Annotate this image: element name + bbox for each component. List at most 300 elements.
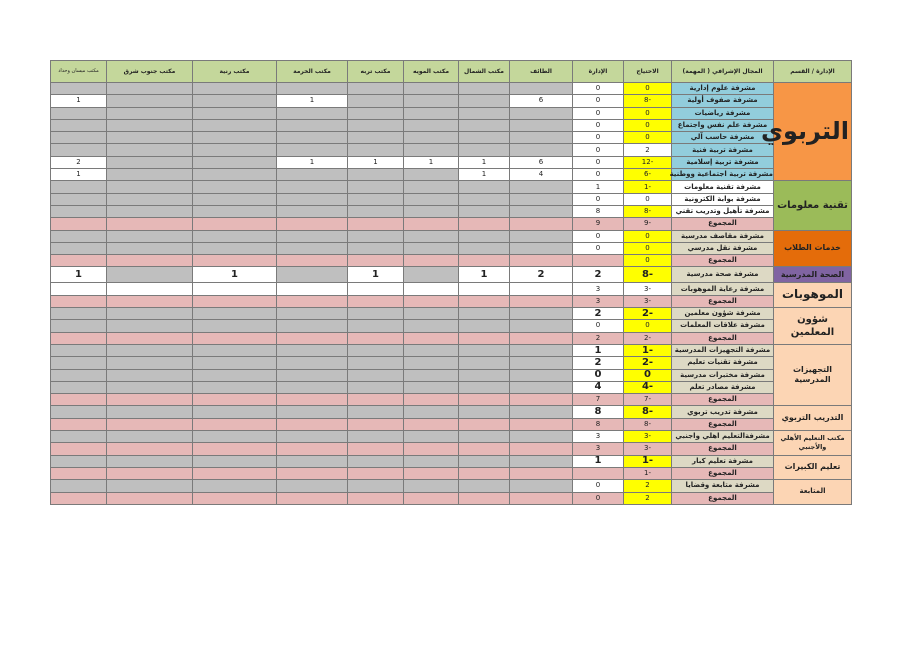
office-cell [107,492,193,504]
office-cell [107,83,193,95]
need-cell: -1 [624,467,672,479]
office-cell [107,156,193,168]
office-cell [277,320,348,332]
table-row [51,480,852,492]
office-cell: 4 [510,169,573,181]
office-cell [404,455,459,467]
office-cell [107,431,193,443]
management-cell: 0 [573,242,624,254]
task-cell: مشرفة تربية فنية [672,144,774,156]
management-cell: 8 [573,406,624,418]
office-cell [51,83,107,95]
office-cell [348,205,404,217]
office-cell [51,119,107,131]
office-cell [107,218,193,230]
office-cell [459,357,510,369]
office-cell [51,205,107,217]
office-cell [459,119,510,131]
office-cell [277,431,348,443]
office-cell [459,218,510,230]
table-row [51,83,852,95]
office-cell [193,406,277,418]
office-cell [277,230,348,242]
office-cell [277,169,348,181]
table-row [51,119,852,131]
table-row [51,443,852,455]
office-cell [459,455,510,467]
office-cell [51,218,107,230]
office-cell [404,181,459,193]
header-dept: الإدارة / القسم [774,61,852,83]
office-cell [107,95,193,107]
office-cell [459,332,510,344]
office-cell [107,406,193,418]
office-cell [510,193,573,205]
office-cell [348,283,404,295]
total-label: المجموع [672,467,774,479]
office-cell [51,283,107,295]
office-cell [510,332,573,344]
office-cell [193,308,277,320]
office-cell [459,492,510,504]
office-cell [459,467,510,479]
office-cell [404,193,459,205]
task-cell: مشرفة بوابة الكترونية [672,193,774,205]
office-cell [107,283,193,295]
management-cell: 9 [573,218,624,230]
management-cell: 4 [573,381,624,393]
office-cell [459,255,510,267]
office-cell [277,467,348,479]
office-cell [404,492,459,504]
office-cell [348,132,404,144]
task-cell: مشرفة رعاية الموهوبات [672,283,774,295]
office-cell [277,193,348,205]
office-cell: 1 [459,169,510,181]
need-cell: -3 [624,283,672,295]
office-cell [107,455,193,467]
management-cell: 8 [573,418,624,430]
office-cell [459,95,510,107]
office-cell [193,431,277,443]
office-cell [193,455,277,467]
office-cell [51,455,107,467]
office-cell [404,480,459,492]
table-row [51,344,852,356]
office-cell [51,144,107,156]
office-cell [404,467,459,479]
office-cell [348,193,404,205]
task-cell: مشرفة نقل مدرسي [672,242,774,254]
office-cell [459,320,510,332]
department-cell: المتابعة [774,480,852,505]
management-cell: 0 [573,119,624,131]
office-cell: 1 [348,156,404,168]
office-cell [404,132,459,144]
office-cell [193,107,277,119]
table-row [51,320,852,332]
office-cell [193,218,277,230]
total-label: المجموع [672,255,774,267]
office-cell: 2 [51,156,107,168]
office-cell [404,242,459,254]
management-cell: 0 [573,156,624,168]
office-cell [348,332,404,344]
office-cell [404,218,459,230]
office-cell [510,218,573,230]
office-cell [51,467,107,479]
office-cell [404,144,459,156]
office-cell [193,344,277,356]
need-cell: -6 [624,169,672,181]
header-management: الإدارة [573,61,624,83]
header-office: مكتب الشمال [459,61,510,83]
office-cell [51,418,107,430]
table-row [51,418,852,430]
office-cell [51,132,107,144]
office-cell: 1 [348,267,404,283]
need-cell: 0 [624,107,672,119]
office-cell [277,332,348,344]
office-cell [459,308,510,320]
office-cell [348,467,404,479]
office-cell [510,181,573,193]
office-cell [348,492,404,504]
office-cell [107,443,193,455]
office-cell [459,431,510,443]
office-cell [277,205,348,217]
office-cell [510,320,573,332]
office-cell [404,443,459,455]
management-cell: 2 [573,308,624,320]
office-cell [277,381,348,393]
management-cell: 0 [573,144,624,156]
office-cell [404,255,459,267]
header-task: المجال الإشرافي ( المهمة) [672,61,774,83]
office-cell [193,193,277,205]
office-cell [51,255,107,267]
total-label: المجموع [672,332,774,344]
task-cell: مشرفة مختبرات مدرسية [672,369,774,381]
office-cell [107,107,193,119]
office-cell [348,230,404,242]
office-cell [459,480,510,492]
office-cell [193,83,277,95]
office-cell [404,344,459,356]
office-cell [348,381,404,393]
office-cell [404,406,459,418]
office-cell [404,205,459,217]
office-cell [107,267,193,283]
office-cell [510,492,573,504]
office-cell [107,344,193,356]
department-cell: شؤون المعلمين [774,308,852,345]
office-cell [510,83,573,95]
need-cell: 2 [624,144,672,156]
office-cell [51,344,107,356]
office-cell [348,369,404,381]
office-cell [277,119,348,131]
header-office: مكتب جنوب شرق [107,61,193,83]
office-cell [459,144,510,156]
office-cell [277,295,348,307]
management-cell: 3 [573,295,624,307]
office-cell [51,369,107,381]
need-cell: -12 [624,156,672,168]
task-cell: مشرفة رياضيات [672,107,774,119]
management-cell: 0 [573,230,624,242]
office-cell [107,369,193,381]
office-cell [348,83,404,95]
office-cell [277,418,348,430]
need-cell: -1 [624,455,672,467]
need-cell: -7 [624,394,672,406]
table-row [51,95,852,107]
office-cell [459,193,510,205]
office-cell [193,181,277,193]
office-cell [277,394,348,406]
office-cell [193,394,277,406]
task-cell: مشرفة علم نفس واجتماع [672,119,774,131]
need-cell: 0 [624,83,672,95]
management-cell: 3 [573,283,624,295]
office-cell [348,181,404,193]
task-cell: مشرفة صفوف أولية [672,95,774,107]
office-cell [510,455,573,467]
total-label: المجموع [672,492,774,504]
office-cell [510,107,573,119]
office-cell [277,406,348,418]
office-cell [404,230,459,242]
office-cell [404,107,459,119]
task-cell: مشرفة صحة مدرسية [672,267,774,283]
table-row [51,431,852,443]
office-cell [459,242,510,254]
office-cell [277,443,348,455]
table-body [51,83,852,505]
office-cell [404,267,459,283]
office-cell [459,107,510,119]
office-cell [193,295,277,307]
task-cell: مشرفة تأهيل وتدريب تقني [672,205,774,217]
office-cell: 1 [277,95,348,107]
office-cell: 6 [510,156,573,168]
office-cell [193,381,277,393]
office-cell [193,418,277,430]
office-cell [51,107,107,119]
office-cell [51,230,107,242]
office-cell [193,480,277,492]
need-cell: -8 [624,418,672,430]
header-office: مكتب الخرمة [277,61,348,83]
office-cell [510,255,573,267]
office-cell [51,242,107,254]
office-cell [193,95,277,107]
department-cell: الموهوبات [774,283,852,308]
office-cell [277,107,348,119]
office-cell [107,230,193,242]
table-row [51,394,852,406]
table-row [51,406,852,418]
task-cell: مشرفة مقاصف مدرسية [672,230,774,242]
office-cell [404,332,459,344]
office-cell [348,431,404,443]
table-row [51,369,852,381]
task-cell: مشرفة تقنية معلومات [672,181,774,193]
office-cell [348,242,404,254]
office-cell [459,283,510,295]
office-cell [277,344,348,356]
table-row [51,357,852,369]
management-cell: 0 [573,320,624,332]
office-cell [404,295,459,307]
office-cell [51,308,107,320]
department-cell: مكتب التعليم الأهلي والأجنبي [774,431,852,456]
need-cell: -9 [624,218,672,230]
office-cell [348,95,404,107]
office-cell [51,480,107,492]
task-cell: مشرفة تقنيات تعليم [672,357,774,369]
office-cell [404,169,459,181]
office-cell [107,320,193,332]
department-cell: التربوي [774,83,852,181]
task-cell: مشرفة متابعة وقضايا [672,480,774,492]
office-cell [277,480,348,492]
office-cell [404,283,459,295]
office-cell [459,230,510,242]
office-cell [193,357,277,369]
task-cell: مشرفة علوم إدارية [672,83,774,95]
total-label: المجموع [672,418,774,430]
office-cell [404,418,459,430]
management-cell: 0 [573,107,624,119]
office-cell [51,394,107,406]
table-row [51,169,852,181]
header-office: مكتب ميسان وحداد [51,61,107,83]
office-cell [277,369,348,381]
office-cell [348,255,404,267]
office-cell [107,242,193,254]
need-cell: -8 [624,406,672,418]
header-office: مكتب تربه [348,61,404,83]
office-cell [459,295,510,307]
table-row [51,205,852,217]
need-cell: -8 [624,205,672,217]
office-cell [404,95,459,107]
office-cell [459,418,510,430]
office-cell [348,169,404,181]
office-cell [459,394,510,406]
header-need: الاحتياج [624,61,672,83]
table-row [51,107,852,119]
office-cell [348,320,404,332]
office-cell [277,283,348,295]
office-cell [510,357,573,369]
table-row [51,267,852,283]
office-cell [404,381,459,393]
office-cell [510,381,573,393]
office-cell [277,144,348,156]
office-cell [51,431,107,443]
office-cell [107,467,193,479]
office-cell [107,357,193,369]
office-cell [107,381,193,393]
management-cell: 0 [573,83,624,95]
office-cell [193,132,277,144]
office-cell [51,381,107,393]
office-cell [510,344,573,356]
office-cell [404,369,459,381]
management-cell: 0 [573,132,624,144]
office-cell [51,492,107,504]
management-cell: 2 [573,332,624,344]
office-cell [510,144,573,156]
task-cell: مشرفة تربية اجتماعية ووطنية [672,169,774,181]
office-cell [107,119,193,131]
table-row [51,181,852,193]
table-row [51,242,852,254]
supervision-needs-table [50,60,852,505]
office-cell [193,242,277,254]
office-cell [510,431,573,443]
total-label: المجموع [672,295,774,307]
task-cell: مشرفة تربية إسلامية [672,156,774,168]
office-cell [510,480,573,492]
office-cell [459,344,510,356]
office-cell [510,443,573,455]
office-cell [459,369,510,381]
office-cell [459,406,510,418]
department-cell: خدمات الطلاب [774,230,852,267]
need-cell: 0 [624,132,672,144]
office-cell [277,242,348,254]
office-cell [277,357,348,369]
table-row [51,218,852,230]
office-cell: 1 [51,267,107,283]
office-cell [277,455,348,467]
office-cell [277,218,348,230]
need-cell: -3 [624,443,672,455]
office-cell: 1 [51,95,107,107]
office-cell [510,406,573,418]
need-cell: -2 [624,357,672,369]
table-row [51,492,852,504]
office-cell [459,443,510,455]
task-cell: مشرفة التجهيزات المدرسية [672,344,774,356]
management-cell: 8 [573,205,624,217]
office-cell [348,443,404,455]
table-row [51,332,852,344]
table-row [51,193,852,205]
office-cell: 2 [510,267,573,283]
need-cell: 0 [624,369,672,381]
office-cell [510,295,573,307]
table-row [51,381,852,393]
table-row [51,156,852,168]
need-cell: -1 [624,344,672,356]
office-cell [193,332,277,344]
office-cell [51,295,107,307]
management-cell [573,467,624,479]
office-cell [348,295,404,307]
need-cell: 0 [624,193,672,205]
office-cell [193,283,277,295]
management-cell: 0 [573,492,624,504]
management-cell: 0 [573,193,624,205]
office-cell [193,369,277,381]
office-cell: 1 [277,156,348,168]
management-cell: 2 [573,357,624,369]
